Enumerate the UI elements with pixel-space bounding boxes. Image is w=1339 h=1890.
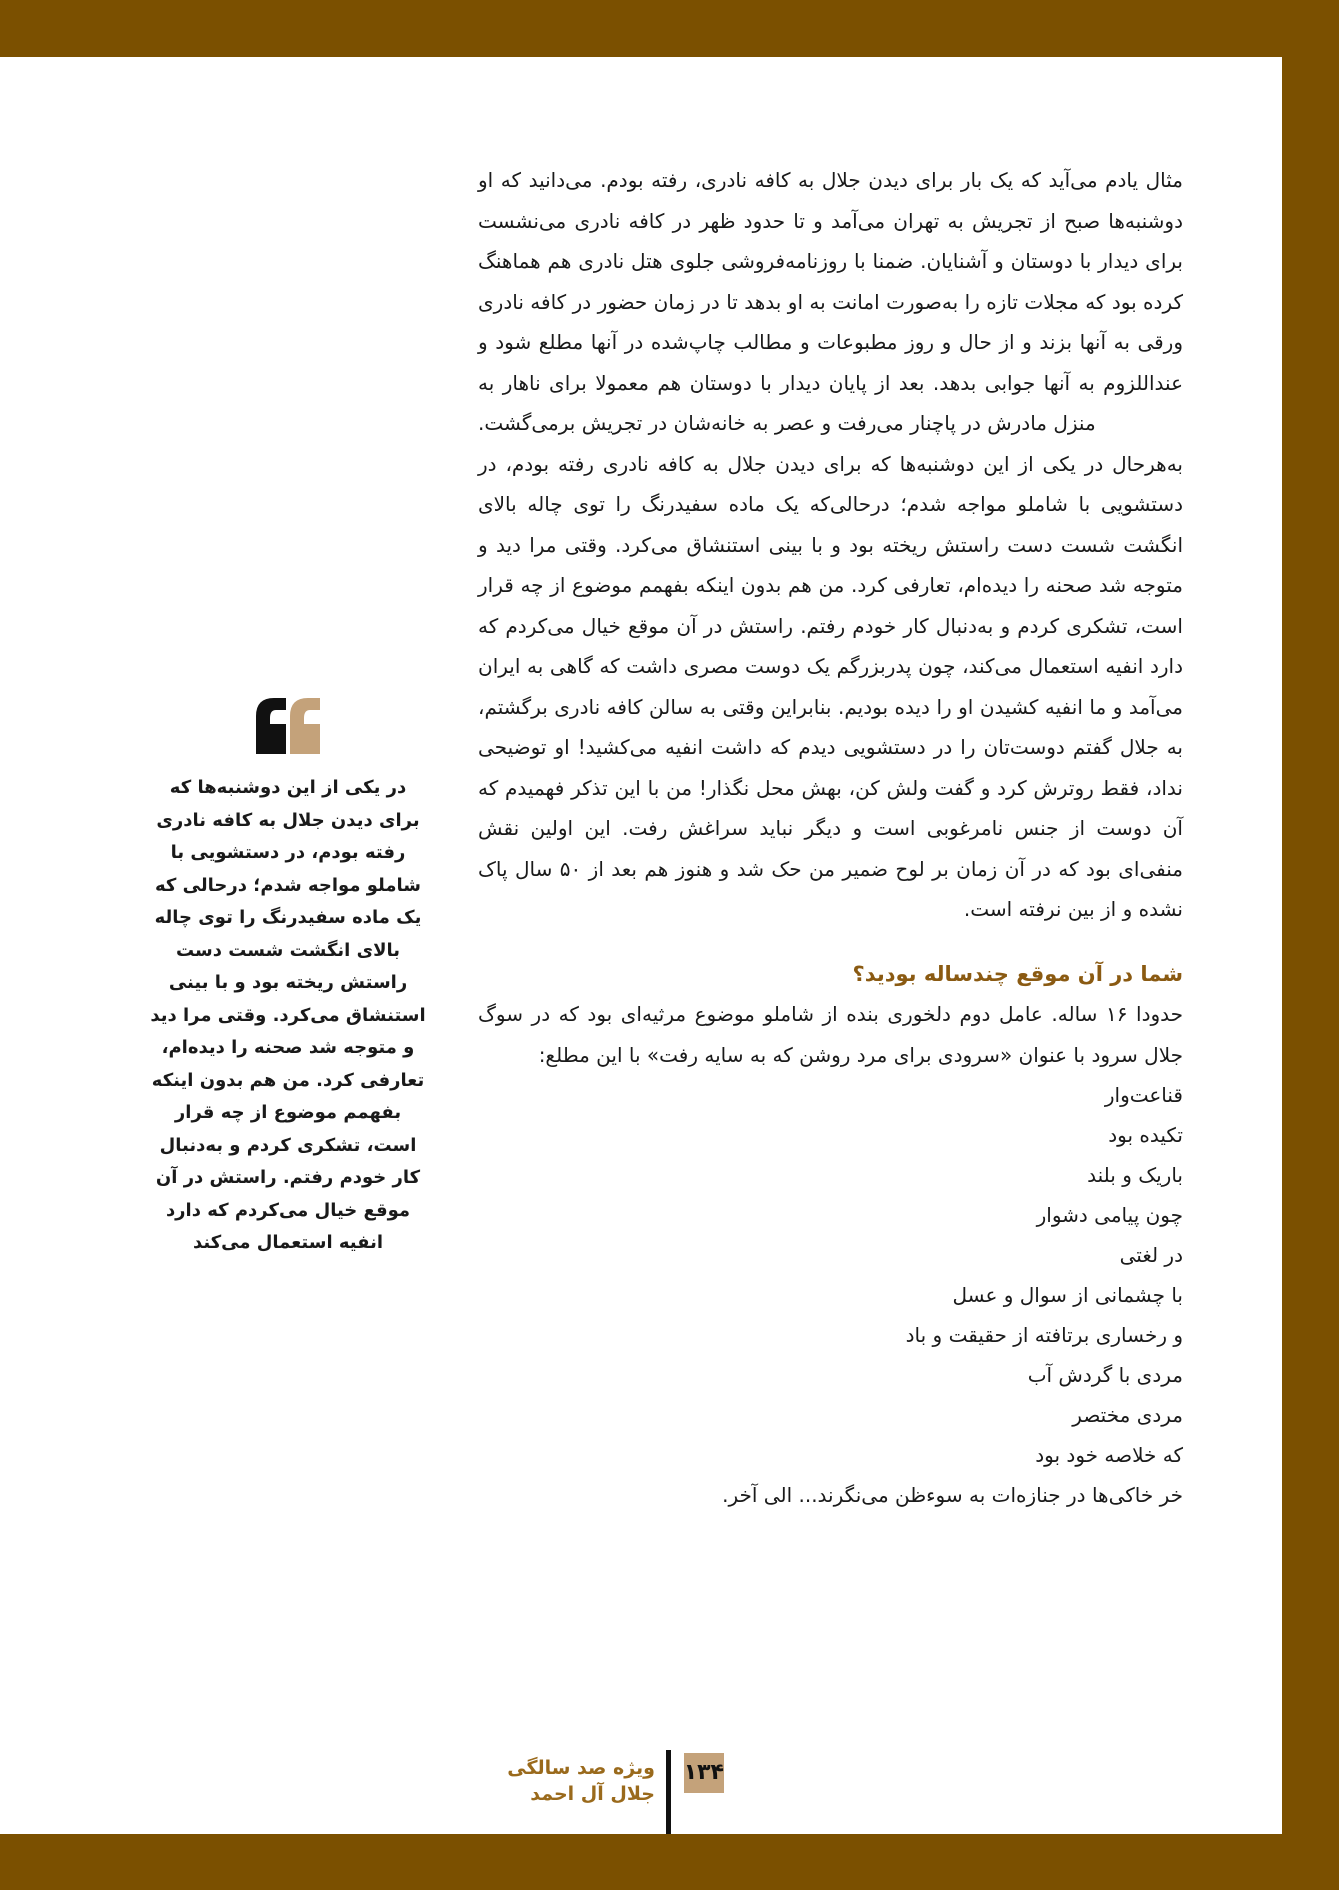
page-frame-top — [0, 0, 1339, 57]
footer-divider — [666, 1750, 671, 1834]
poem-line: مردی با گردش آب — [1027, 1363, 1183, 1387]
poem-line: قناعت‌وار — [1104, 1083, 1183, 1107]
poem-block — [478, 1075, 1183, 1515]
pull-quote: در یکی از این دوشنبه‌ها که برای دیدن جلال به کافه نادری رفته بودم، در دستشویی با شاملو مواجه شدم؛ درحالی که یک ماده سفیدرنگ را توی چاله بالای انگشت شست دست راستش ریخته بود و با بینی استنشاق می‌کرد. وقتی مرا دید و متوجه شد صحنه را دیده‌ام، تعارفی کرد. من هم بدون اینکه بفهمم موضوع از چه قرار است، تشکری کردم و به‌دنبال کار خودم رفتم. راستش در آن موقع خیال می‌کردم که دارد انفیه استعمال می‌کند — [150, 777, 426, 1253]
quote-icon — [254, 696, 322, 754]
poem-line: و رخساری برتافته از حقیقت و باد — [905, 1323, 1183, 1347]
body-paragraph-2: به‌هرحال در یکی از این دوشنبه‌ها که برای دیدن جلال به کافه نادری رفته بودم، در دستشویی با شاملو مواجه شدم؛ درحالی‌که یک ماده سفیدرنگ را توی چاله بالای انگشت شست دست راستش ریخته بود و با بینی استنشاق می‌کرد. وقتی مرا دید و متوجه شد صحنه را دیده‌ام، تعارفی کرد. من هم بدون اینکه بفهمم موضوع از چه قرار است، تشکری کردم و به‌دنبال کار خودم رفتم. راستش در آن موقع خیال می‌کردم که دارد انفیه استعمال می‌کند، چون پدربزرگم یک دوست مصری داشت که گاهی به ایران می‌آمد و ما انفیه کشیدن او را دیده بودیم. بنابراین وقتی به سالن کافه نادری برگشتم، به جلال گفتم دوست‌تان را در دستشویی دیدم که داشت انفیه می‌کشید! او توضیحی نداد، فقط روترش کرد و گفت ولش کن، بهش محل نگذار! من با این تذکر فهمیدم که آن دوست از جنس نامرغوبی است و دیگر نباید سراغش رفت. این اولین نقش منفی‌ای بود که در آن زمان بر لوح ضمیر من حک شد و هنوز هم بعد از ۵۰ سال پاک نشده و از بین نرفته است. — [478, 451, 1183, 921]
poem-line: که خلاصه خود بود — [1035, 1443, 1183, 1467]
article-body — [478, 160, 1183, 1515]
footer-title — [470, 1755, 655, 1807]
poem-line: تکیده بود — [1108, 1123, 1183, 1147]
poem-line: در لغتی — [1119, 1243, 1183, 1267]
page-frame-right — [1282, 0, 1339, 1890]
interview-answer: حدودا ۱۶ ساله. عامل دوم دلخوری بنده از شاملو موضوع مرثیه‌ای بود که در سوگ جلال سرود با عنوان «سرودی برای مرد روشن که به سایه رفت» با این مطلع: — [478, 1002, 1183, 1067]
body-paragraph-1: مثال یادم می‌آید که یک بار برای دیدن جلال به کافه نادری، رفته بودم. می‌دانید که او دوشنبه‌ها صبح از تجریش به تهران می‌آمد و تا حدود ظهر در کافه نادری می‌نشست برای دیدار با دوستان و آشنایان. ضمنا با روزنامه‌فروشی جلوی هتل نادری هم هماهنگ کرده بود که مجلات تازه را به‌صورت امانت به او بدهد تا در زمان حضور در کافه نادری ورقی به آنها بزند و از حال و روز مطبوعات و مطالب چاپ‌شده در آنها مطلع شود و عنداللزوم به آنها جوابی بدهد. بعد از پایان دیدار با دوستان هم معمولا برای ناهار به منزل مادرش در پاچنار می‌رفت و عصر به خانه‌شان در تجریش برمی‌گشت. — [478, 168, 1183, 435]
poem-line: با چشمانی از سوال و عسل — [952, 1283, 1183, 1307]
poem-line: چون پیامی دشوار — [1036, 1203, 1183, 1227]
footer-title-line-1: ویژه صد سالگی — [507, 1757, 655, 1779]
poem-line: خر خاکی‌ها در جنازه‌ات به سوءظن می‌نگرند... الی آخر. — [722, 1483, 1183, 1507]
page-number: ۱۳۴ — [684, 1753, 724, 1793]
interview-question: شما در آن موقع چندساله بودید؟ — [852, 961, 1183, 986]
footer-title-line-2: جلال آل احمد — [530, 1783, 655, 1805]
page-frame-bottom — [0, 1834, 1339, 1890]
poem-line: باریک و بلند — [1087, 1163, 1183, 1187]
poem-line: مردی مختصر — [1072, 1403, 1183, 1427]
